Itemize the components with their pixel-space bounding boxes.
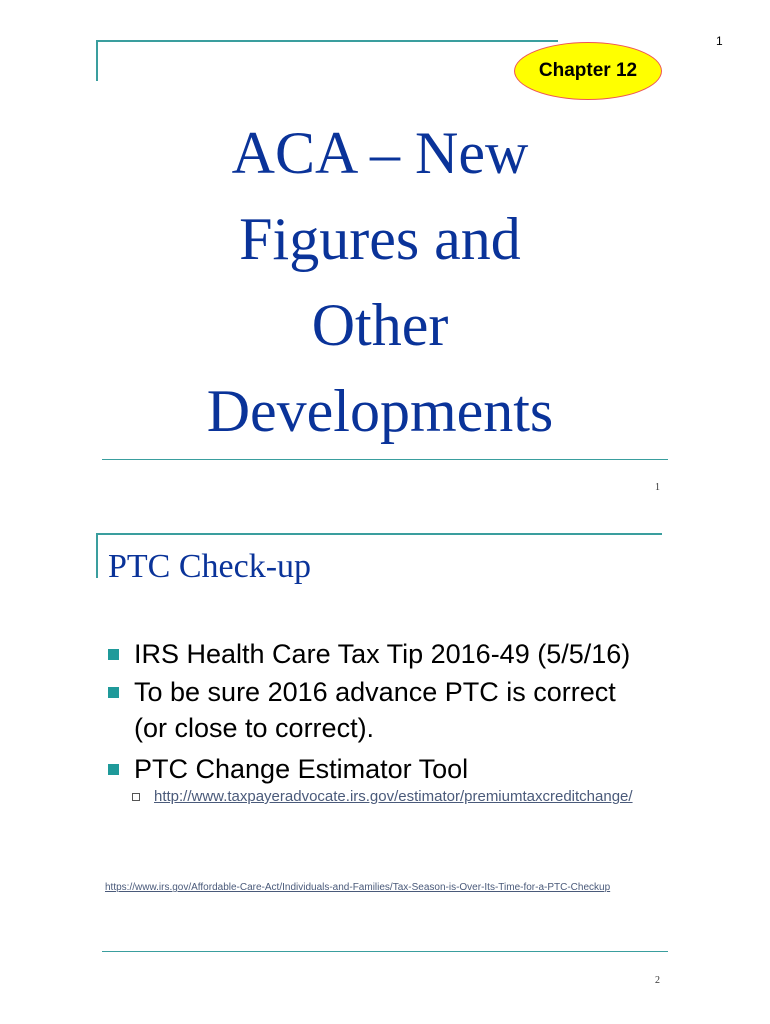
- title-line: Other: [311, 292, 449, 358]
- slide-divider: [102, 459, 668, 460]
- slide-number: 1: [655, 482, 660, 493]
- slide-title: PTC Check-up: [108, 548, 312, 585]
- bullet-item: IRS Health Care Tax Tip 2016-49 (5/5/16): [108, 636, 630, 672]
- source-link[interactable]: https://www.irs.gov/Affordable-Care-Act/Individuals-and-Families/Tax-Season-is-Over-Its-Time-for-a-PTC-Checkup: [105, 882, 611, 893]
- title-line: ACA – New: [231, 120, 529, 186]
- title-line: Figures and: [239, 206, 521, 272]
- hollow-square-bullet-icon: [132, 793, 140, 801]
- slide-number: 2: [655, 975, 660, 986]
- square-bullet-icon: [108, 687, 119, 698]
- chapter-badge: Chapter 12: [514, 42, 662, 100]
- slide-border-top: [96, 40, 558, 42]
- square-bullet-icon: [108, 764, 119, 775]
- slide-border-left: [96, 533, 98, 578]
- slide-divider: [102, 951, 668, 952]
- estimator-link[interactable]: http://www.taxpayeradvocate.irs.gov/estimator/premiumtaxcreditchange/: [154, 788, 633, 805]
- title-line: Developments: [206, 378, 554, 444]
- slide-border-top: [96, 533, 662, 535]
- bullet-item: PTC Change Estimator Tool: [108, 751, 468, 787]
- page-number: 1: [716, 34, 723, 48]
- square-bullet-icon: [108, 649, 119, 660]
- bullet-item: To be sure 2016 advance PTC is correct (or close to correct).: [108, 674, 648, 746]
- slide-title: [100, 110, 660, 454]
- sub-bullet: [132, 788, 633, 805]
- slide-border-left: [96, 40, 98, 81]
